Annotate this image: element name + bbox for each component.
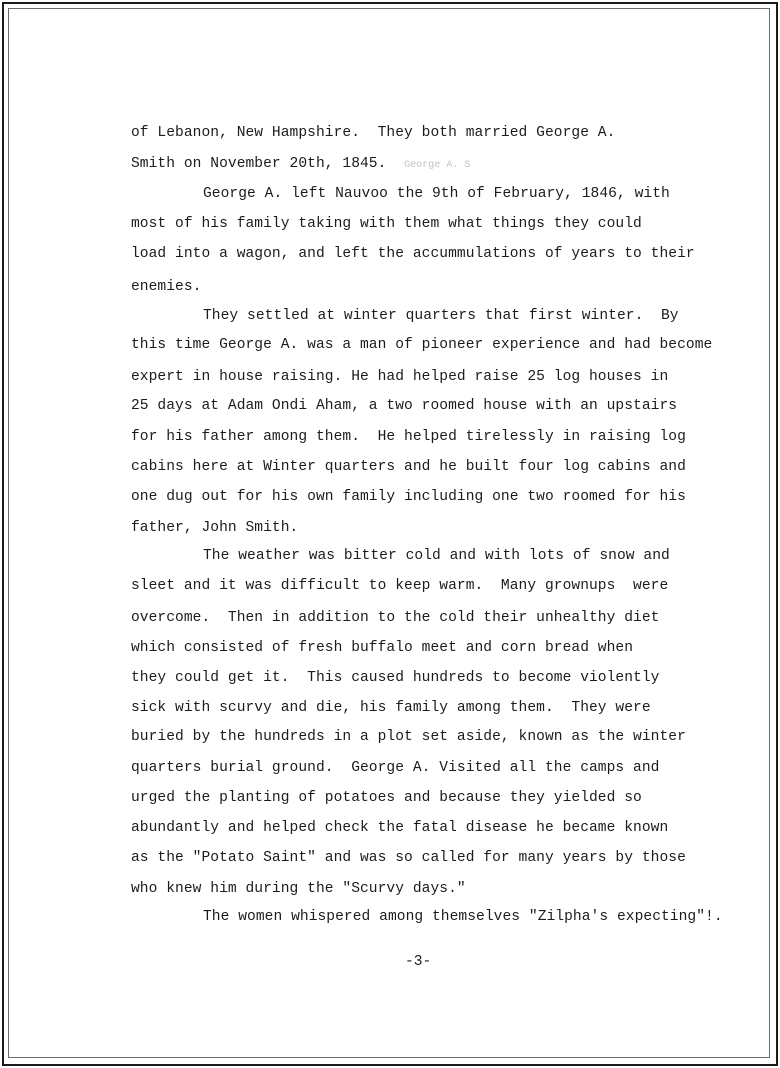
paragraph-start-line: George A. left Nauvoo the 9th of February, 1846, with — [203, 186, 670, 202]
text-line: most of his family taking with them what things they could — [131, 216, 642, 232]
text-line: they could get it. This caused hundreds to become violently — [131, 670, 660, 686]
faint-ghost-text: George A. S — [404, 160, 471, 171]
text-line: this time George A. was a man of pioneer experience and had become — [131, 337, 713, 353]
text-line: sick with scurvy and die, his family among them. They were — [131, 700, 651, 716]
text-line: cabins here at Winter quarters and he built four log cabins and — [131, 459, 686, 475]
text-line: sleet and it was difficult to keep warm. Many grownups were — [131, 578, 669, 594]
paragraph-start-line: They settled at winter quarters that first winter. By — [203, 308, 679, 324]
text-line: buried by the hundreds in a plot set aside, known as the winter — [131, 729, 686, 745]
text-line: Smith on November 20th, 1845. George A. S — [131, 156, 471, 172]
page-number: -3- — [405, 954, 432, 970]
text-line: for his father among them. He helped tirelessly in raising log — [131, 429, 686, 445]
text-line: who knew him during the "Scurvy days." — [131, 881, 466, 897]
text-line: enemies. — [131, 279, 202, 295]
text-line: 25 days at Adam Ondi Aham, a two roomed house with an upstairs — [131, 398, 678, 414]
text-line: load into a wagon, and left the accummulations of years to their — [131, 246, 695, 262]
text-line: of Lebanon, New Hampshire. They both married George A. — [131, 125, 616, 141]
text-line: which consisted of fresh buffalo meet and corn bread when — [131, 640, 634, 656]
paragraph-start-line: The weather was bitter cold and with lots of snow and — [203, 548, 670, 564]
text-line: expert in house raising. He had helped raise 25 log houses in — [131, 369, 669, 385]
text-line: father, John Smith. — [131, 520, 299, 536]
paragraph-start-line: The women whispered among themselves "Zilpha's expecting"!. — [203, 909, 723, 925]
text-line: one dug out for his own family including one two roomed for his — [131, 489, 686, 505]
text-line: abundantly and helped check the fatal disease he became known — [131, 820, 669, 836]
text-line: urged the planting of potatoes and because they yielded so — [131, 790, 642, 806]
text-line: as the "Potato Saint" and was so called for many years by those — [131, 850, 686, 866]
text-line: quarters burial ground. George A. Visited all the camps and — [131, 760, 660, 776]
text-line: overcome. Then in addition to the cold their unhealthy diet — [131, 610, 660, 626]
